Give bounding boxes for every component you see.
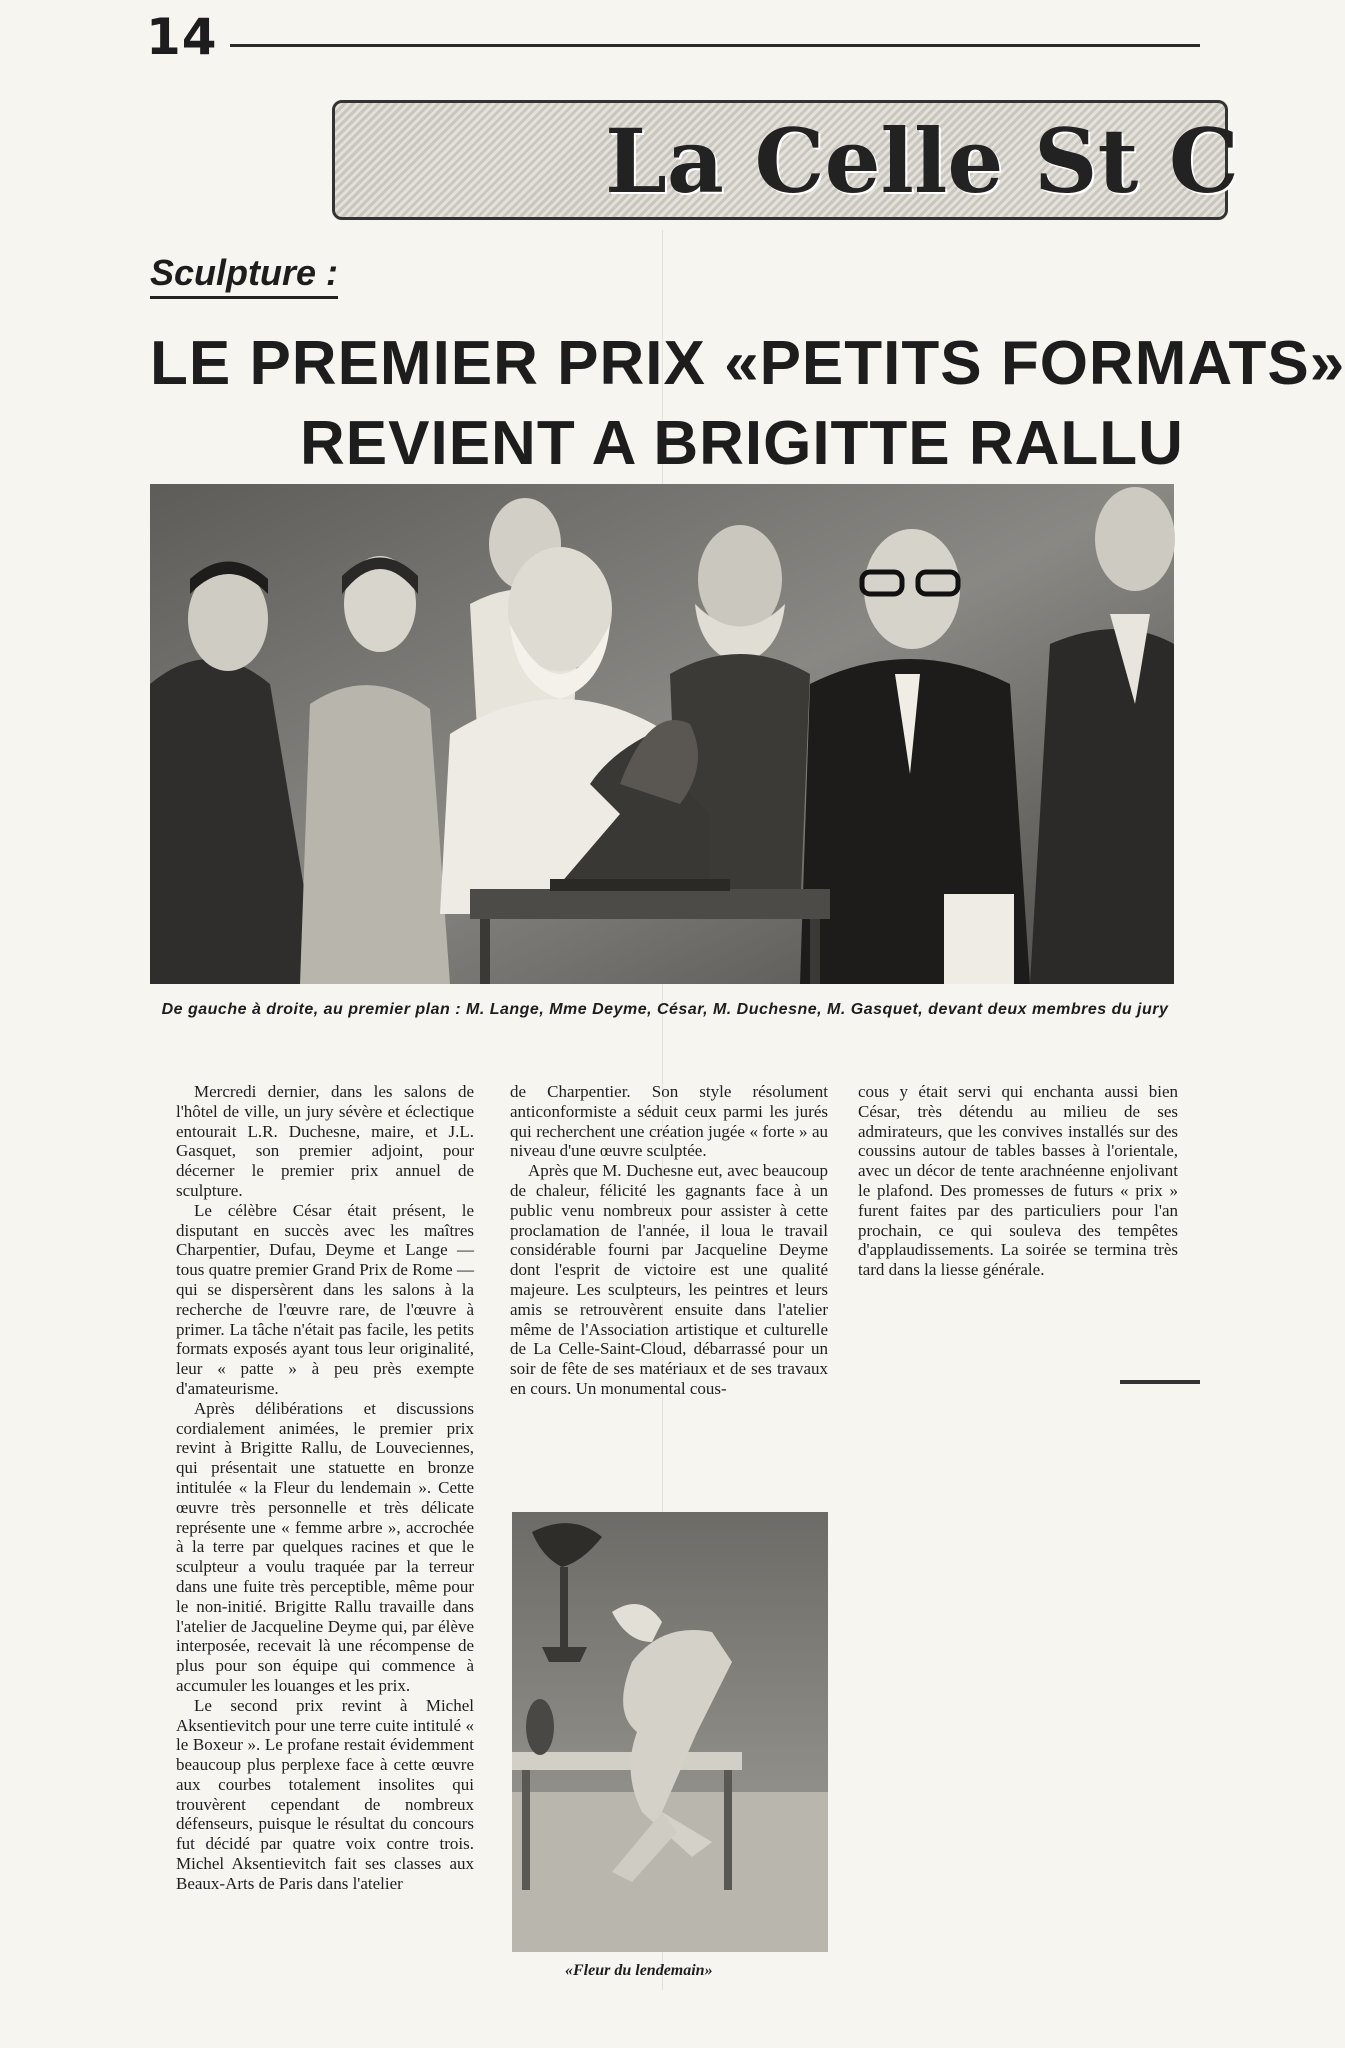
photo-caption: De gauche à droite, au premier plan : M. Lange, Mme Deyme, César, M. Duchesne, M. Gasquet, devant deux membres du jury bbox=[161, 1001, 1169, 1018]
section-kicker: Sculpture : bbox=[150, 252, 338, 299]
sculpture-photo bbox=[512, 1512, 828, 1952]
headline-line-1: LE PREMIER PRIX «PETITS FORMATS» bbox=[150, 329, 1345, 398]
article-column-3 bbox=[858, 1082, 1178, 1280]
paragraph: de Charpentier. Son style résolument anticonformiste a séduit ceux parmi les jurés qui recherchent une création jugée « forte » au niveau d'une œuvre sculptée. bbox=[510, 1082, 828, 1161]
paragraph: Mercredi dernier, dans les salons de l'hôtel de ville, un jury sévère et éclectique entourait L.R. Duchesne, maire, et J.L. Gasquet, son premier adjoint, pour décerner le premier prix annuel de sculpture. bbox=[176, 1082, 474, 1200]
jury-photo bbox=[150, 484, 1174, 984]
paragraph: Le second prix revint à Michel Aksentievitch pour une terre cuite intitulé « le Boxeur ». Le profane restait évidemment beaucoup plus perplexe face à cette œuvre aux courbes totalement insolites qui trouvèrent cependant de nombreux défenseurs, puisque le résultat du concours fut décidé par quatre voix contre trois. Michel Aksentievitch fait ses classes aux Beaux-Arts de Paris dans l'atelier bbox=[176, 1695, 474, 1893]
page-number: 14 bbox=[146, 8, 218, 66]
paragraph: cous y était servi qui enchanta aussi bien César, très détendu au milieu de ses admirateurs, que les convives installés sur des coussins autour de tables basses à l'orientale, avec un décor de tente arachnéenne enjolivant le plafond. Des promesses de futurs « prix » furent faites par des particuliers pour l'an prochain, ce qui souleva des tempêtes d'applaudissements. La soirée se termina très tard dans la liesse générale. bbox=[858, 1082, 1178, 1280]
column-rule bbox=[1120, 1380, 1200, 1384]
paragraph: Après délibérations et discussions cordialement animées, le premier prix revint à Brigitte Rallu, de Louveciennes, qui présentait une statuette en bronze intitulée « la Fleur du lendemain ». Cette œuvre très personnelle et très délicate représente une « femme arbre », accrochée à la terre par quelques racines et que le sculpteur a voulu traquée par la terreur dans une fuite très perceptible, même pour le non-initié. Brigitte Rallu travaille dans l'atelier de Jacqueline Deyme qui, par élève interposée, recevait là une récompense de plus pour son équipe qui commence à accumuler les louanges et les prix. bbox=[176, 1398, 474, 1695]
masthead-title: La Celle St C bbox=[605, 109, 1239, 213]
article-column-2 bbox=[510, 1082, 828, 1399]
sculpture-caption: «Fleur du lendemain» bbox=[565, 1962, 713, 1979]
paragraph: Après que M. Duchesne eut, avec beaucoup de chaleur, félicité les gagnants face à un public venu nombreux pour assister à cette proclamation de l'année, il loua le travail considérable fourni par Jacqueline Deyme dont l'esprit de victoire est une qualité majeure. Les sculpteurs, les peintres et leurs amis se retrouvèrent ensuite dans l'atelier même de l'Association artistique et culturelle de La Celle-Saint-Cloud, débarrassé pour un soir de fête de ses matériaux et de ses travaux en cours. Un monumental cous- bbox=[510, 1161, 828, 1398]
headline-line-2: REVIENT A BRIGITTE RALLU bbox=[300, 409, 1184, 478]
article-column-1 bbox=[176, 1082, 474, 1894]
paragraph: Le célèbre César était présent, le disputant en succès avec les maîtres Charpentier, Dufau, Deyme et Lange — tous quatre premier Grand Prix de Rome — qui se dispersèrent dans les salons à la recherche de l'œuvre rare, de l'œuvre à primer. La tâche n'était pas facile, les petits formats exposés ayant tous leur originalité, leur « patte » à peu près exempte d'amateurisme. bbox=[176, 1200, 474, 1398]
masthead-banner bbox=[332, 100, 1239, 220]
top-rule bbox=[230, 44, 1200, 47]
